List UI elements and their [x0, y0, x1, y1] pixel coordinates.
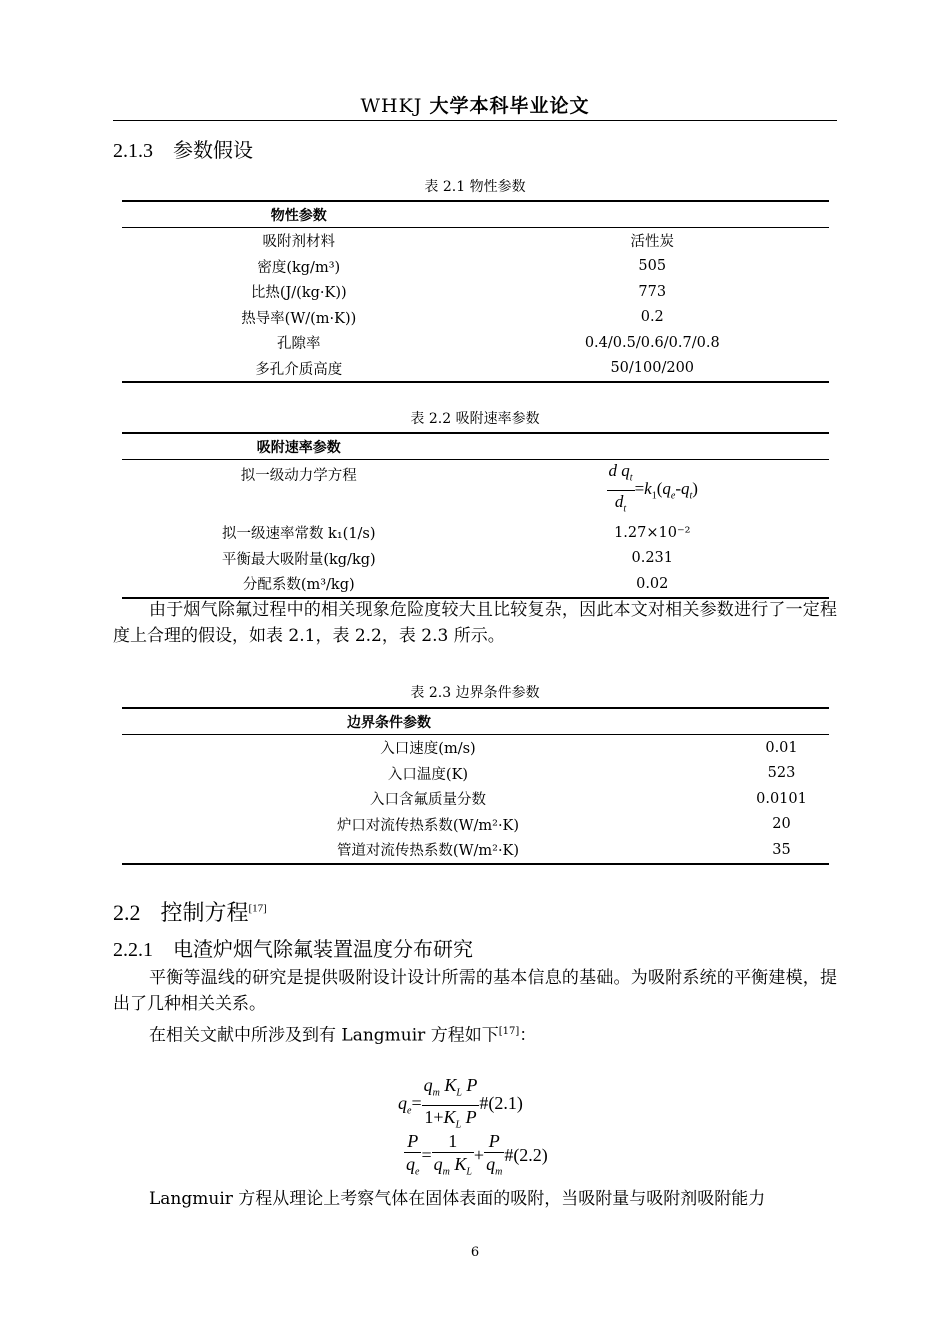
row-value: 0.231 — [631, 550, 673, 567]
paragraph-punct: ： — [519, 1025, 537, 1046]
row-label: 分配系数(m³/kg) — [122, 571, 476, 598]
table-2-3 — [122, 707, 829, 865]
section-heading-2-2-1 — [113, 933, 473, 962]
table-2-2-caption: 表 2.2 吸附速率参数 — [410, 411, 540, 427]
equation-tag: #(2.2) — [504, 1144, 548, 1165]
section-title: 控制方程 — [160, 901, 249, 926]
section-heading-2-2 — [113, 896, 267, 927]
row-value: 505 — [638, 258, 667, 275]
table-header-empty — [476, 433, 830, 460]
row-value: 20 — [772, 816, 791, 833]
table-row — [122, 837, 829, 864]
section-number: 2.2.1 — [113, 939, 153, 961]
table-2-3-caption: 表 2.3 边界条件参数 — [410, 685, 540, 701]
table-row — [122, 279, 829, 305]
row-label: 管道对流传热系数(W/m²·K) — [122, 837, 734, 864]
row-label: 炉口对流传热系数(W/m²·K) — [336, 817, 520, 834]
table-header: 物性参数 — [122, 201, 476, 228]
table-row — [122, 761, 829, 787]
header-title: 大学本科毕业论文 — [429, 95, 590, 117]
row-label: 热导率(W/(m·K)) — [241, 310, 357, 327]
section-number: 2.2 — [113, 900, 141, 925]
row-label: 比热(J/(kg·K)) — [250, 285, 347, 302]
row-label: 拟一级动力学方程 — [240, 468, 357, 484]
table-row — [122, 356, 829, 383]
section-heading-2-1-3 — [113, 134, 253, 163]
paragraph-assumptions: 由于烟气除氟过程中的相关现象危险度较大且比较复杂，因此本文对相关参数进行了一定程度上合理的假设，如表 2.1，表 2.2，表 2.3 所示。 — [113, 600, 837, 646]
row-value: 1.27×10⁻² — [614, 524, 691, 541]
table-row — [122, 305, 829, 331]
table-2-1 — [122, 200, 829, 383]
section-title: 电渣炉烟气除氟装置温度分布研究 — [173, 937, 473, 961]
row-label: 多孔介质高度 — [122, 356, 476, 383]
row-value: 0.2 — [640, 309, 664, 326]
row-label: 密度(kg/m³) — [257, 259, 341, 276]
rate-equation — [476, 460, 830, 521]
row-label: 孔隙率 — [277, 336, 321, 353]
row-value: 0.01 — [765, 739, 798, 756]
running-header — [113, 92, 837, 121]
header-prefix: WHKJ — [360, 95, 423, 117]
equation-tag: #(2.1) — [479, 1093, 523, 1114]
page-number: 6 — [470, 1245, 480, 1260]
section-title: 参数假设 — [173, 138, 253, 162]
row-value: 0.4/0.5/0.6/0.7/0.8 — [584, 334, 720, 351]
citation: [17] — [248, 902, 267, 915]
table-row — [122, 571, 829, 598]
equation-2-1: $q_e=$ $\frac{q_m K_L P}{1+K_L P}$ #(2.1) — [398, 1075, 523, 1131]
row-label: 平衡最大吸附量(kg/kg) — [221, 551, 376, 568]
row-value: 35 — [734, 837, 829, 864]
row-value: 0.02 — [476, 571, 830, 598]
section-number: 2.1.3 — [113, 140, 153, 162]
table-row — [122, 330, 829, 356]
row-label: 入口温度(K) — [387, 766, 469, 783]
table-row — [122, 460, 829, 521]
table-2-2 — [122, 432, 829, 599]
row-value: 50/100/200 — [476, 356, 830, 383]
paragraph-isotherm: 平衡等温线的研究是提供吸附设计设计所需的基本信息的基础。为吸附系统的平衡建模，提出了几种相关关系。 — [113, 968, 837, 1014]
table-header: 吸附速率参数 — [122, 433, 476, 460]
table-header: 边界条件参数 — [122, 708, 734, 735]
table-row — [122, 735, 829, 761]
table-row — [122, 228, 829, 254]
paragraph-langmuir-theory: Langmuir 方程从理论上考察气体在固体表面的吸附，当吸附量与吸附剂吸附能力 — [149, 1189, 766, 1209]
paragraph-text: 在相关文献中所涉及到有 Langmuir 方程如下 — [149, 1025, 499, 1046]
table-2-1-caption: 表 2.1 物性参数 — [424, 179, 526, 195]
citation: [17] — [498, 1026, 520, 1037]
equation-2-2: $\frac{P}{q_e}$ = $\frac{1}{q_m K_L}$ + $\frac{P}{q_m}$ #(2.2) — [406, 1131, 548, 1178]
row-label: 入口含氟质量分数 — [370, 792, 486, 809]
table-row — [122, 254, 829, 280]
table-header-empty — [734, 708, 829, 735]
first-order-kinetics-equation: $\frac{d q_t}{d_t}$ $=k_1(q_e-q_t)$ — [608, 461, 698, 514]
table-header-empty — [476, 201, 830, 228]
row-value: 773 — [638, 283, 667, 300]
row-label: 入口速度(m/s) — [380, 741, 476, 758]
table-row — [122, 786, 829, 812]
row-value: 活性炭 — [630, 234, 674, 251]
table-row — [122, 520, 829, 546]
row-label: 拟一级速率常数 k₁(1/s) — [221, 526, 376, 543]
table-row — [122, 812, 829, 838]
row-value: 0.0101 — [756, 790, 807, 807]
table-row — [122, 546, 829, 572]
row-value: 523 — [767, 765, 796, 782]
paragraph-langmuir-intro — [113, 1019, 837, 1049]
row-label: 吸附剂材料 — [262, 234, 335, 251]
